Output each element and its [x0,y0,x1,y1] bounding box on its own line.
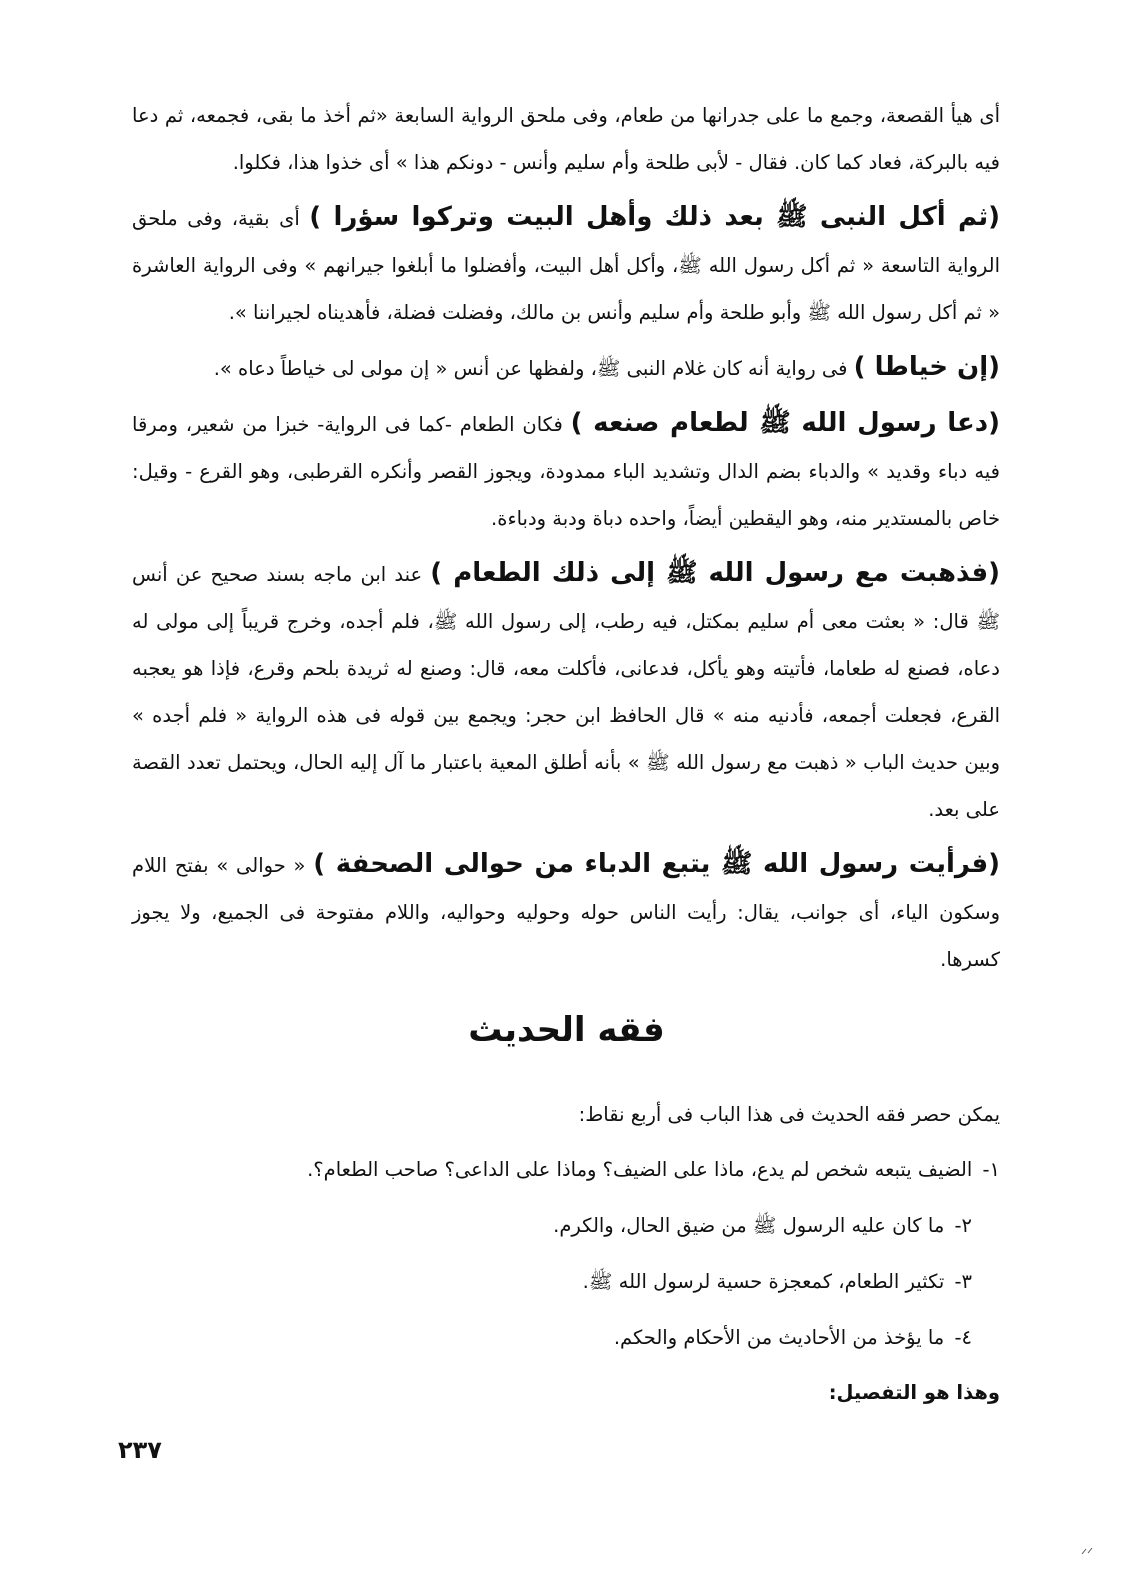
list-item [132,1142,1000,1198]
hadith-phrase: (فرأيت رسول الله ﷺ يتبع الدباء من حوالى الصحفة ) [313,849,1000,879]
point-text: ما يؤخذ من الأحاديث من الأحكام والحكم. [613,1326,945,1349]
list-item [132,1254,1000,1310]
intro-text: أى هيأ القصعة، وجمع ما على جدرانها من طعام، وفى ملحق الرواية السابعة «ثم أخذ ما بقى، فجمعه، ثم دعا فيه بالبركة، فعاد كما كان. فقال - لأبى طلحة وأم سليم وأنس - دونكم هذا » أى خذوا هذا، فكلوا. [132,104,1000,174]
section-paragraph [132,841,1000,983]
page-body [132,92,1000,983]
fiqh-intro: يمكن حصر فقه الحديث فى هذا الباب فى أربع نقاط: [578,1103,1000,1126]
point-number: ٢- [954,1214,972,1237]
intro-paragraph [132,92,1000,186]
list-item [132,1310,1000,1366]
point-number: ١- [982,1158,1000,1181]
section-heading: فقه الحديث [468,1010,665,1050]
list-item [132,1198,1000,1254]
point-text: الضيف يتبعه شخص لم يدع، ماذا على الضيف؟ وماذا على الداعى؟ صاحب الطعام؟. [307,1158,973,1181]
section-paragraph [132,194,1000,336]
scan-speck-icon [1080,1546,1094,1556]
hadith-phrase: (فذهبت مع رسول الله ﷺ إلى ذلك الطعام ) [430,558,1000,588]
commentary-text: عند ابن ماجه بسند صحيح عن أنس ﷺ قال: « بعثت معى أم سليم بمكتل، فيه رطب، إلى رسول الله ﷺ، فلم أجده، وخرج قريباً إلى مولى له دعاه، فصنع له طعاما، فأتيته وهو يأكل، فدعانى، فأكلت معه، قال: وصنع له ثريدة بلحم وقرع، فإذا هو يعجبه القرع، فجعلت أجمعه، فأدنيه منه » قال الحافظ ابن حجر: ويجمع بين قوله فى هذه الرواية « فلم أجده » وبين حديث الباب « ذهبت مع رسول الله ﷺ » بأنه أطلق المعية باعتبار ما آل إليه الحال، ويحتمل تعدد القصة على بعد. [132,563,1000,821]
conclusion-line: وهذا هو التفصيل: [828,1381,1000,1404]
commentary-text: أى بقية، وفى ملحق الرواية التاسعة « ثم أكل رسول الله ﷺ، وأكل أهل البيت، وأفضلوا ما أبلغوا جيرانهم » وفى الرواية العاشرة « ثم أكل رسول الله ﷺ وأبو طلحة وأم سليم وأنس بن مالك، وفضلت فضلة، فأهديناه لجيراننا ». [132,207,1000,324]
section-paragraph [132,344,1000,392]
fiqh-section [132,1088,1000,1420]
section-paragraph [132,550,1000,833]
hadith-phrase: (إن خياطا ) [853,352,1000,382]
point-text: تكثير الطعام، كمعجزة حسية لرسول الله ﷺ. [582,1270,945,1293]
point-number: ٤- [954,1326,972,1349]
point-number: ٣- [954,1270,972,1293]
commentary-text: فى رواية أنه كان غلام النبى ﷺ، ولفظها عن أنس « إن مولى لى خياطاً دعاه ». [213,357,854,380]
hadith-phrase: (دعا رسول الله ﷺ لطعام صنعه ) [570,408,1000,438]
point-text: ما كان عليه الرسول ﷺ من ضيق الحال، والكرم. [553,1214,945,1237]
commentary-text: فكان الطعام -كما فى الرواية- خبزا من شعير، ومرقا فيه دباء وقديد » والدباء بضم الدال وتشديد الباء ممدودة، ويجوز القصر وأنكره القرطبى، وهو القرع - وقيل: خاص بالمستدير منه، وهو اليقطين أيضاً، واحده دباة ودبة ودباءة. [132,413,1000,530]
commentary-text: « حوالى » بفتح اللام وسكون الياء، أى جوانب، يقال: رأيت الناس حوله وحوليه وحواليه، واللام مفتوحة فى الجميع، ولا يجوز كسرها. [132,854,1000,971]
hadith-phrase: (ثم أكل النبى ﷺ بعد ذلك وأهل البيت وتركوا سؤرا ) [309,202,1000,232]
fiqh-points-list [132,1142,1000,1366]
page-number: ٢٣٧ [118,1436,162,1464]
section-paragraph [132,400,1000,542]
